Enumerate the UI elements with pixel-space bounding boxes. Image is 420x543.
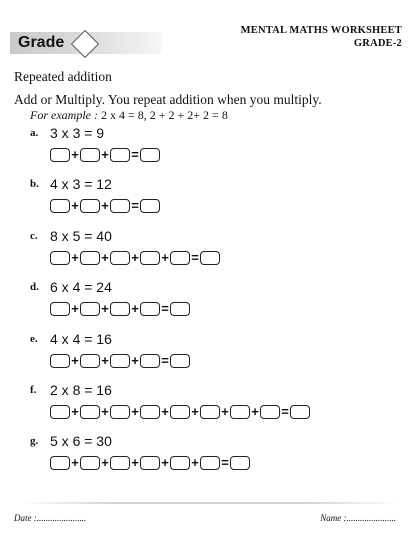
problem-letter: a.: [30, 127, 39, 139]
plus-sign: +: [131, 301, 139, 316]
answer-box[interactable]: [140, 199, 160, 213]
addend-box[interactable]: [80, 251, 100, 265]
answer-box[interactable]: [290, 405, 310, 419]
addend-box[interactable]: [260, 405, 280, 419]
problem-equation: 5 x 6 = 30: [50, 433, 112, 449]
plus-sign: +: [131, 250, 139, 265]
addend-box[interactable]: [110, 302, 130, 316]
plus-sign: +: [251, 404, 259, 419]
plus-sign: +: [71, 147, 79, 162]
answer-row: [50, 198, 160, 214]
problem-equation: 6 x 4 = 24: [50, 279, 112, 295]
plus-sign: +: [71, 301, 79, 316]
plus-sign: +: [131, 353, 139, 368]
plus-sign: +: [221, 404, 229, 419]
addend-box[interactable]: [110, 148, 130, 162]
addend-box[interactable]: [140, 251, 160, 265]
addend-box[interactable]: [170, 251, 190, 265]
plus-sign: +: [101, 198, 109, 213]
addend-box[interactable]: [170, 405, 190, 419]
plus-sign: +: [131, 404, 139, 419]
addend-box[interactable]: [50, 251, 70, 265]
answer-box[interactable]: [170, 354, 190, 368]
addend-box[interactable]: [50, 302, 70, 316]
answer-box[interactable]: [170, 302, 190, 316]
instruction-text: Add or Multiply. You repeat addition when you multiply.: [14, 92, 322, 107]
addend-box[interactable]: [50, 148, 70, 162]
addend-box[interactable]: [140, 405, 160, 419]
addend-box[interactable]: [110, 199, 130, 213]
plus-sign: +: [101, 404, 109, 419]
addend-box[interactable]: [80, 199, 100, 213]
plus-sign: +: [191, 455, 199, 470]
addend-box[interactable]: [80, 405, 100, 419]
addend-box[interactable]: [80, 302, 100, 316]
addend-box[interactable]: [50, 405, 70, 419]
addend-box[interactable]: [110, 354, 130, 368]
plus-sign: +: [101, 250, 109, 265]
example-text: 2 x 4 = 8, 2 + 2 + 2+ 2 = 8: [100, 108, 228, 122]
addend-box[interactable]: [230, 405, 250, 419]
addend-box[interactable]: [140, 302, 160, 316]
plus-sign: +: [101, 455, 109, 470]
equals-sign: =: [281, 404, 289, 419]
plus-sign: +: [71, 250, 79, 265]
addend-box[interactable]: [110, 251, 130, 265]
addend-box[interactable]: [110, 456, 130, 470]
problem-letter: g.: [30, 435, 39, 447]
equals-sign: =: [131, 198, 139, 213]
equals-sign: =: [221, 455, 229, 470]
answer-row: [50, 301, 190, 317]
problem-letter: c.: [30, 230, 38, 242]
section-title: Repeated addition: [14, 69, 112, 84]
grade-level: GRADE-2: [353, 38, 402, 49]
plus-sign: +: [191, 404, 199, 419]
worksheet-title: MENTAL MATHS WORKSHEET: [240, 25, 402, 36]
plus-sign: +: [71, 353, 79, 368]
plus-sign: +: [71, 198, 79, 213]
plus-sign: +: [71, 455, 79, 470]
addend-box[interactable]: [140, 456, 160, 470]
equals-sign: =: [161, 353, 169, 368]
answer-row: [50, 250, 220, 266]
plus-sign: +: [101, 301, 109, 316]
addend-box[interactable]: [200, 405, 220, 419]
answer-row: [50, 404, 310, 420]
problem-equation: 4 x 4 = 16: [50, 331, 112, 347]
addend-box[interactable]: [140, 354, 160, 368]
plus-sign: +: [71, 404, 79, 419]
date-field: Date :......................: [14, 513, 87, 523]
grade-label: Grade: [18, 34, 65, 51]
addend-box[interactable]: [80, 148, 100, 162]
answer-box[interactable]: [230, 456, 250, 470]
problem-equation: 4 x 3 = 12: [50, 176, 112, 192]
plus-sign: +: [101, 353, 109, 368]
plus-sign: +: [131, 455, 139, 470]
plus-sign: +: [101, 147, 109, 162]
problem-letter: d.: [30, 281, 39, 293]
problem-letter: f.: [30, 384, 37, 396]
problem-equation: 2 x 8 = 16: [50, 382, 112, 398]
problem-equation: 3 x 3 = 9: [50, 125, 105, 141]
addend-box[interactable]: [200, 456, 220, 470]
addend-box[interactable]: [50, 354, 70, 368]
answer-row: [50, 455, 250, 471]
problem-letter: e.: [30, 333, 38, 345]
addend-box[interactable]: [170, 456, 190, 470]
answer-row: [50, 353, 190, 369]
addend-box[interactable]: [80, 456, 100, 470]
answer-box[interactable]: [200, 251, 220, 265]
plus-sign: +: [161, 250, 169, 265]
example-line: [30, 108, 228, 123]
plus-sign: +: [161, 404, 169, 419]
problem-equation: 8 x 5 = 40: [50, 228, 112, 244]
equals-sign: =: [131, 147, 139, 162]
equals-sign: =: [191, 250, 199, 265]
name-field: Name :......................: [320, 513, 396, 523]
answer-row: [50, 147, 160, 163]
plus-sign: +: [161, 455, 169, 470]
example-label: For example :: [30, 108, 98, 122]
addend-box[interactable]: [80, 354, 100, 368]
addend-box[interactable]: [50, 456, 70, 470]
answer-box[interactable]: [140, 148, 160, 162]
worksheet-header: [241, 24, 402, 50]
addend-box[interactable]: [50, 199, 70, 213]
addend-box[interactable]: [110, 405, 130, 419]
problem-letter: b.: [30, 178, 39, 190]
equals-sign: =: [161, 301, 169, 316]
footer-divider: [20, 502, 400, 504]
